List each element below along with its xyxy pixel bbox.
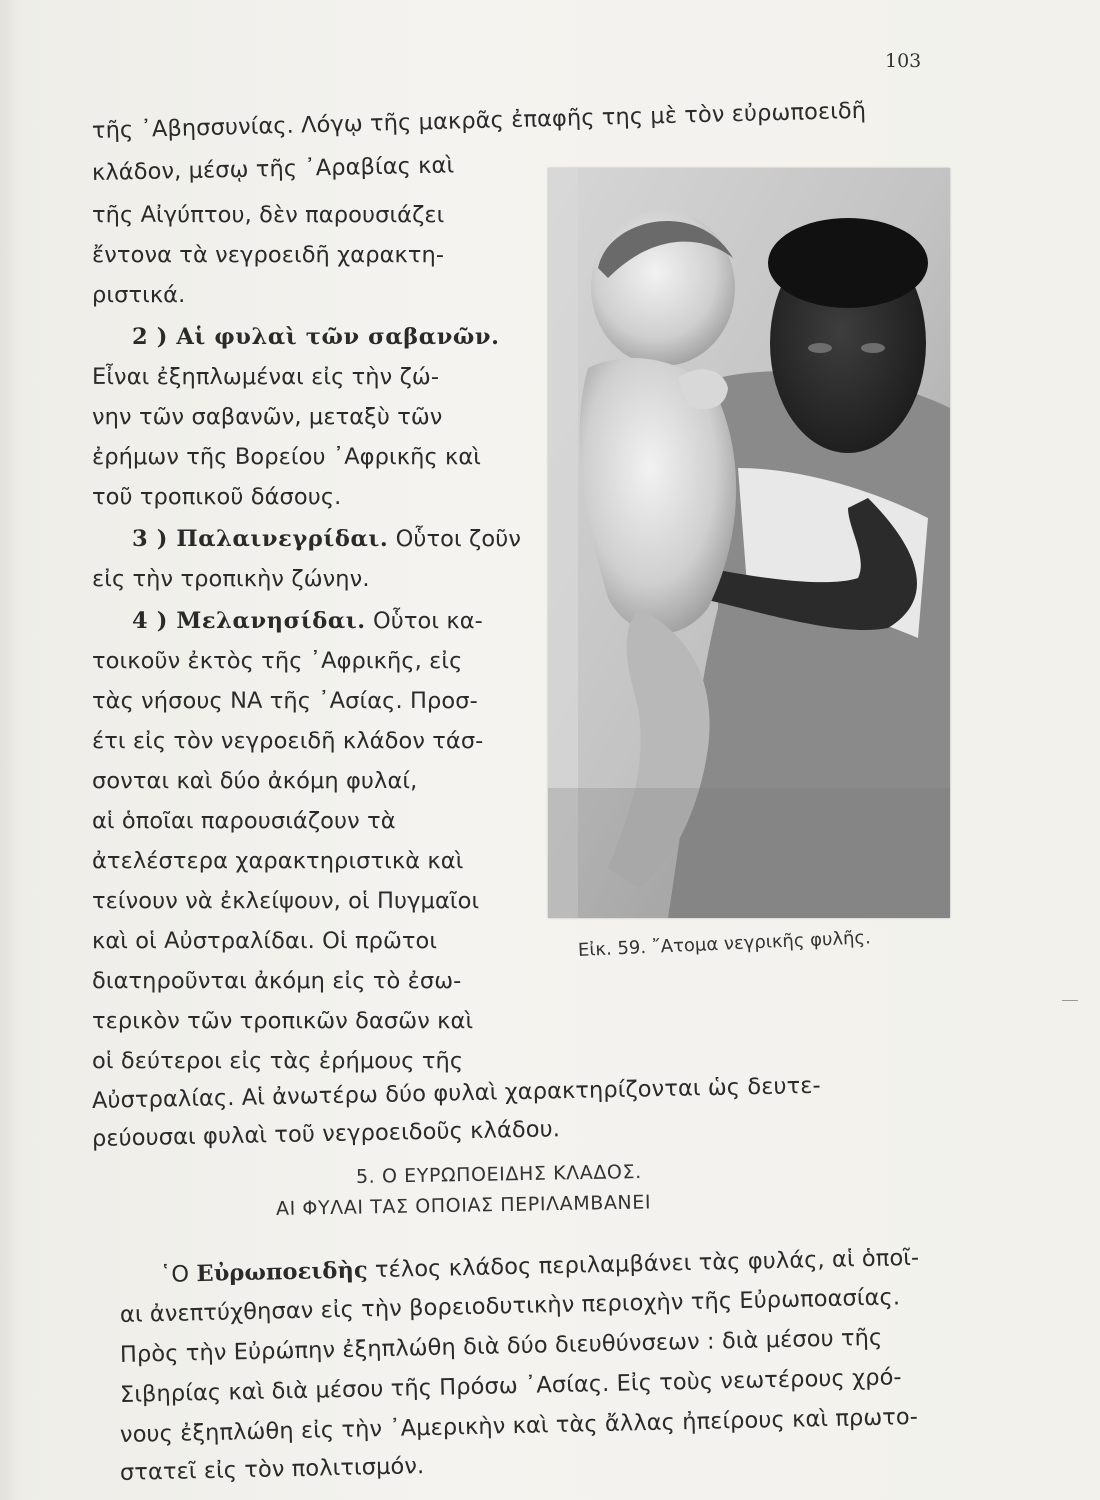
bold-term-europoid: Εὐρωποειδὴς <box>196 1257 369 1288</box>
subheading-melanesids-text: Οὗτοι κα- <box>365 608 483 634</box>
subheading-palaeonegrids <box>132 524 521 554</box>
section-heading-line1: 5. Ο ΕΥΡΩΠΟΕΙΔΗΣ ΚΛΑΔΟΣ. <box>355 1161 642 1188</box>
text-line: αι ἀνεπτύχθησαν εἰς τὴν βορειοδυτικὴν περιοχὴν τῆς Εὐρωποασίας. <box>119 1284 901 1328</box>
text-line: Εἶναι ἐξηπλωμέναι εἰς τὴν ζώ- <box>92 364 440 390</box>
text-line: νους ἐξηπλώθη εἰς τὴν ᾽Αμερικὴν καὶ τὰς ἄλλας ἠπείρους καὶ πρωτο- <box>119 1403 919 1448</box>
text-line: σονται καὶ δύο ἀκόμη φυλαί, <box>92 768 418 794</box>
text-line: καὶ οἱ Αὐστραλίδαι. Οἱ πρῶτοι <box>92 928 438 954</box>
text-line: ἐρήμων τῆς Βορείου ᾽Αφρικῆς καὶ <box>92 444 482 470</box>
page-gutter-shadow <box>0 0 22 1500</box>
subheading-savanna-title: 2 ) Αἱ φυλαὶ τῶν σαβανῶν. <box>132 324 500 350</box>
text-line: τερικὸν τῶν τροπικῶν δασῶν καὶ <box>92 1008 474 1034</box>
text-line <box>160 1243 920 1290</box>
text-line: Αὐστραλίας. Αἱ ἀνωτέρω δύο φυλαὶ χαρακτηρίζονται ὡς δευτε- <box>91 1072 821 1114</box>
text-line: αἱ ὁποῖαι παρουσιάζουν τὰ <box>92 808 396 834</box>
text-line: στατεῖ εἰς τὸν πολιτισμόν. <box>119 1453 425 1486</box>
photo-bottom-fade <box>548 788 950 918</box>
text-span: τέλος κλάδος περιλαμβάνει τὰς φυλάς, αἱ ὁποῖ- <box>367 1244 920 1284</box>
mother-eye-right <box>861 343 885 353</box>
text-line: Σιβηρίας καὶ διὰ μέσου τῆς Πρόσω ᾽Ασίας. Εἰς τοὺς νεωτέρους χρό- <box>119 1364 902 1408</box>
subheading-palaeonegrids-title: 3 ) Παλαινεγρίδαι. <box>132 526 389 552</box>
photo-illustration <box>548 168 950 918</box>
subheading-melanesids <box>132 606 483 636</box>
text-line: ριστικά. <box>92 282 186 308</box>
mother-hair <box>768 218 928 308</box>
figure-caption: Εἰκ. 59. ῎Ατομα νεγρικῆς φυλῆς. <box>577 927 872 961</box>
text-line: τοικοῦν ἐκτὸς τῆς ᾽Αφρικῆς, εἰς <box>92 648 463 674</box>
text-line: Πρὸς τὴν Εὐρώπην ἐξηπλώθη διὰ δύο διευθύνσεων : διὰ μέσου τῆς <box>119 1324 883 1368</box>
page-number: 103 <box>885 50 922 72</box>
text-line: τοῦ τροπικοῦ δάσους. <box>92 484 342 510</box>
subheading-palaeonegrids-text: Οὗτοι ζοῦν <box>388 526 522 552</box>
text-line: έτι εἰς τὸν νεγροειδῆ κλάδον τάσ- <box>92 728 484 754</box>
text-line: ἀτελέστερα χαρακτηριστικὰ καὶ <box>92 848 464 874</box>
subheading-melanesids-title: 4 ) Μελανησίδαι. <box>132 608 366 634</box>
figure-photo <box>548 168 950 918</box>
text-line: εἰς τὴν τροπικὴν ζώνην. <box>92 566 370 592</box>
section-heading-line2: ΑΙ ΦΥΛΑΙ ΤΑΣ ΟΠΟΙΑΣ ΠΕΡΙΛΑΜΒΑΝΕΙ <box>275 1191 652 1220</box>
text-line: τῆς Αἰγύπτου, δὲν παρουσιάζει <box>92 202 445 228</box>
text-line: κλάδον, μέσῳ τῆς ᾽Αραβίας καὶ <box>91 152 455 186</box>
text-line: τῆς ᾽Αβησσυνίας. Λόγῳ τῆς μακρᾶς ἐπαφῆς της μὲ τὸν εὐρωποειδῆ <box>91 97 867 144</box>
text-word: ῾Ο <box>159 1261 197 1288</box>
mother-eye-left <box>808 343 832 353</box>
text-line: διατηροῦνται ἀκόμη εἰς τὸ ἐσω- <box>92 968 462 994</box>
text-line: τείνουν νὰ ἐκλείψουν, οἱ Πυγμαῖοι <box>92 888 480 914</box>
text-line: νην τῶν σαβανῶν, μεταξὺ τῶν <box>92 404 443 430</box>
text-line: οἱ δεύτεροι εἰς τὰς ἐρήμους τῆς <box>92 1048 464 1074</box>
margin-mark <box>1062 1000 1078 1001</box>
text-line: τὰς νήσους ΝΑ τῆς ᾽Ασίας. Προσ- <box>92 688 478 714</box>
text-line: ρεύουσαι φυλαὶ τοῦ νεγροειδοῦς κλάδου. <box>91 1116 561 1152</box>
text-line: ἔντονα τὰ νεγροειδῆ χαρακτη- <box>92 242 445 268</box>
subheading-savanna <box>132 322 500 352</box>
